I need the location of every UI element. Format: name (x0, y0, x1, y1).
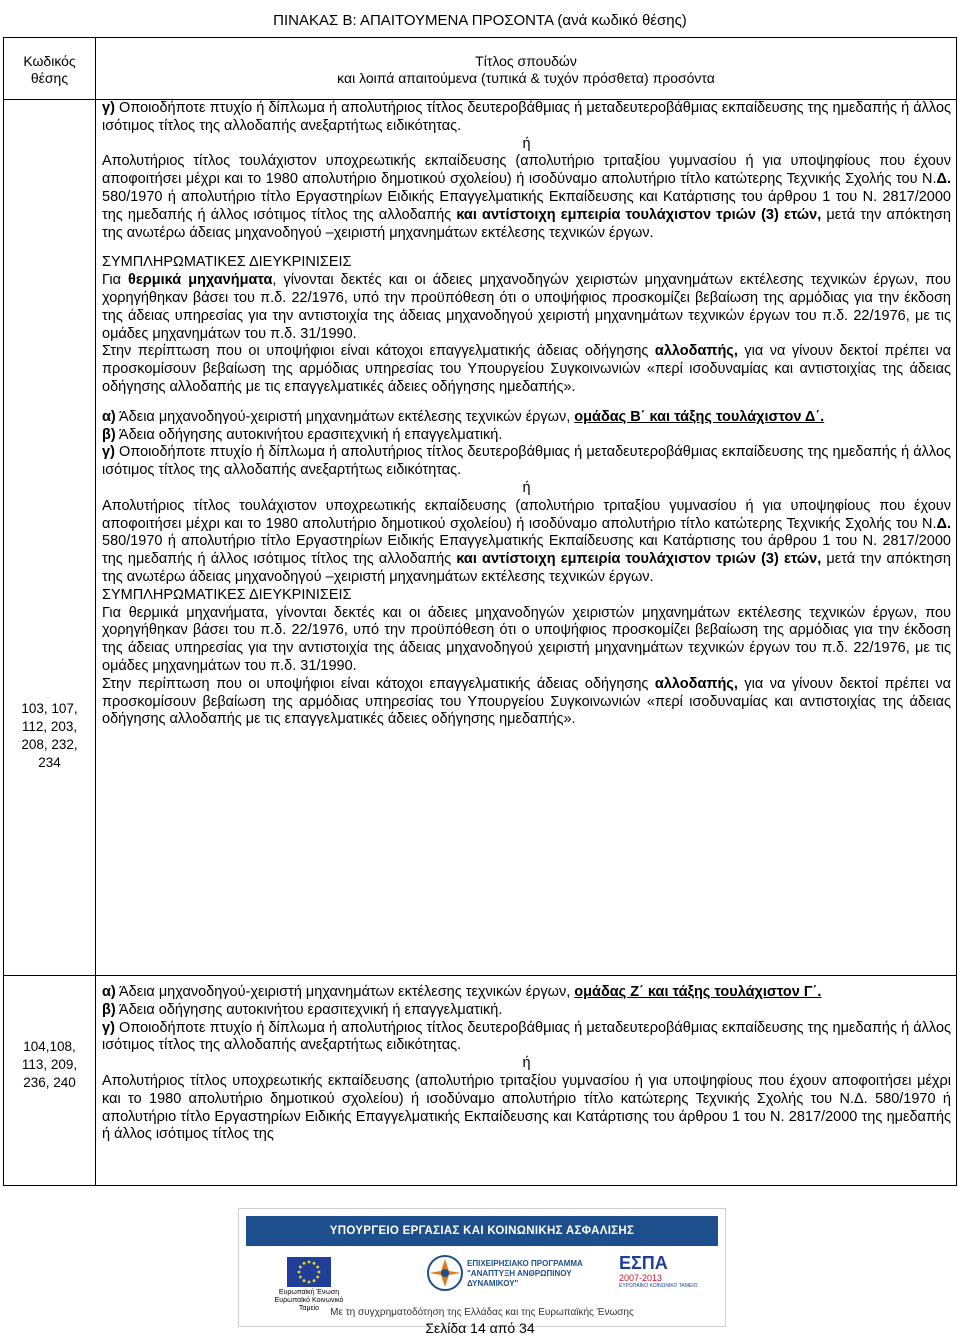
requirements-cell (96, 976, 957, 1186)
supplementary-heading: ΣΥΜΠΛΗΡΩΜΑΤΙΚΕΣ ΔΙΕΥΚΡΙΝΙΣΕΙΣ (102, 254, 352, 271)
or-separator: ή (522, 1055, 531, 1072)
program-title: ΕΠΙΧΕΙΡΗΣΙΑΚΟ ΠΡΟΓΡΑΜΜΑ "ΑΝΑΠΤΥΞΗ ΑΝΘΡΩΠΙΝΟΥ ΔΥΝΑΜΙΚΟΥ" (467, 1259, 583, 1288)
supplementary-para: Για θερμικά μηχανήματα, γίνονται δεκτές και οι άδειες μηχανοδηγών χειριστών μηχανημάτων εκτέλεσης τεχνικών έργων, που χορηγήθηκαν βάσει του π.δ. 22/1976, υπό την προϋπόθεση ότι ο υποψήφιος προσκομίζει βεβαίωση της αρμόδιας για την έκδοση της άδειας υπηρεσίας για την αντιστοιχία της άδειας μηχανοδηγού χειριστή μηχανημάτων τεχνικών έργων του π.δ. 22/1976, με τις ομάδες μηχανημάτων του π.δ. 31/1990. (102, 272, 951, 342)
supplementary-para: Για θερμικά μηχανήματα, γίνονται δεκτές και οι άδειες μηχανοδηγών χειριστών μηχανημάτων εκτέλεσης τεχνικών έργων, που χορηγήθηκαν βάσει του π.δ. 22/1976, υπό την προϋπόθεση ότι ο υποψήφιος προσκομίζει βεβαίωση της αρμόδιας για την έκδοση της άδειας υπηρεσίας για την αντιστοιχία της άδειας μηχανοδηγού χειριστή μηχανημάτων τεχνικών έργων του π.δ. 22/1976, με τις ομάδες μηχανημάτων του π.δ. 31/1990. (102, 604, 951, 674)
supplementary-para: Στην περίπτωση που οι υποψήφιοι είναι κάτοχοι επαγγελματικής άδειας οδήγησης αλλοδαπής, για να γίνουν δεκτοί πρέπει να προσκομίσουν βεβαίωση της αρμόδιας υπηρεσίας του Υπουργείου Συγκοινωνιών «περί ισοδυναμίας και αντιστοιχίας της άδειας οδήγησης αλλοδαπής με τις επαγγελματικές άδειες οδήγησης ημεδαπής». (102, 343, 952, 395)
program-emblem-icon (425, 1253, 465, 1293)
table-row (4, 976, 957, 1186)
requirement-alt: Απολυτήριος τίτλος τουλάχιστον υποχρεωτικής εκπαίδευσης (απολυτήριο τριταξίου γυμνασίου ή για υποψηφίους που έχουν αποφοιτήσει μέχρι και το 1980 απολυτήριο δημοτικού σχολείου) ή ισοδύναμο απολυτήριο τίτλο κατώτερης Τεχνικής Σχολής του Ν.Δ. 580/1970 ή απολυτήριο τίτλο Εργαστηρίων Ειδικής Επαγγελματικής Εκπαίδευσης και Κατάρτισης του άρθρου 1 του Ν. 2817/2000 της ημεδαπής ή άλλος ισότιμος τίτλος της αλλοδαπής και αντίστοιχη εμπειρία τουλάχιστον τριών (3) ετών, μετά την απόκτηση της ανωτέρω άδειας μηχανοδηγού –χειριστή μηχανημάτων εκτέλεσης τεχνικών έργων. (102, 497, 951, 585)
requirement-alt: Απολυτήριος τίτλος υποχρεωτικής εκπαίδευσης (απολυτήριο τριταξίου γυμνασίου ή για υποψηφίους που έχουν αποφοιτήσει μέχρι και το 1980 απολυτήριο δημοτικού σχολείου) ή ισοδύναμο απολυτήριο τίτλο κατώτερης Τεχνικής Σχολής του Ν.Δ. 580/1970 ή απολυτήριο τίτλο Εργαστηρίων Ειδικής Επαγγελματικής Εκπαίδευσης και Κατάρτισης του άρθρου 1 του Ν. 2817/2000 της ημεδαπής ή άλλος ισότιμος τίτλος της (102, 1072, 951, 1143)
requirement-g: γ) Οποιοδήποτε πτυχίο ή δίπλωμα ή απολυτήριος τίτλος δευτεροβάθμιας ή μεταδευτεροβάθμιας εκπαίδευσης της ημεδαπής ή άλλος ισότιμος τίτλος της αλλοδαπής ανεξαρτήτως ειδικότητας. (102, 1019, 951, 1054)
header-title-label-1: Τίτλος σπουδών (475, 53, 577, 69)
code-line: 234 (38, 755, 61, 770)
table-header-row (4, 38, 957, 100)
requirement-a: α) Άδεια μηχανοδηγού-χειριστή μηχανημάτων εκτέλεσης τεχνικών έργων, ομάδας Β΄ και τάξης τουλάχιστον Δ΄. (102, 408, 825, 425)
requirement-b: β) Άδεια οδήγησης αυτοκινήτου ερασιτεχνική ή επαγγελματική. (102, 426, 503, 443)
or-separator: ή (522, 135, 531, 152)
requirement-alt: Απολυτήριος τίτλος τουλάχιστον υποχρεωτικής εκπαίδευσης (απολυτήριο τριταξίου γυμνασίου ή για υποψηφίους που έχουν αποφοιτήσει μέχρι και το 1980 απολυτήριο δημοτικού σχολείου) ή ισοδύναμο απολυτήριο τίτλο κατώτερης Τεχνικής Σχολής του Ν.Δ. 580/1970 ή απολυτήριο τίτλο Εργαστηρίων Ειδικής Επαγγελματικής Εκπαίδευσης και Κατάρτισης του άρθρου 1 του Ν. 2817/2000 της ημεδαπής ή άλλος ισότιμος τίτλος της αλλοδαπής και αντίστοιχη εμπειρία τουλάχιστον τριών (3) ετών, μετά την απόκτηση της ανωτέρω άδειας μηχανοδηγού –χειριστή μηχανημάτων εκτέλεσης τεχνικών έργων. (102, 153, 951, 241)
code-line: 113, 209, (21, 1057, 78, 1072)
header-title-label-2: και λοιπά απαιτούμενα (τυπικά & τυχόν πρόσθετα) προσόντα (337, 70, 715, 86)
ministry-banner: ΥΠΟΥΡΓΕΙΟ ΕΡΓΑΣΙΑΣ ΚΑΙ ΚΟΙΝΩΝΙΚΗΣ ΑΣΦΑΛΙΣΗΣ (246, 1216, 718, 1246)
code-cell (4, 976, 96, 1186)
header-code-cell (4, 38, 96, 100)
header-code-label-2: θέσης (30, 70, 69, 86)
code-line: 104,108, (23, 1039, 76, 1054)
code-cell (4, 100, 96, 976)
or-separator: ή (522, 479, 531, 496)
funding-banner (238, 1208, 726, 1327)
code-line: 208, 232, (21, 737, 78, 752)
espa-logo: ΕΣΠΑ 2007-2013 ΕΥΡΩΠΑΪΚΟ ΚΟΙΝΩΝΙΚΟ ΤΑΜΕΙΟ (619, 1253, 698, 1289)
table-row (4, 100, 957, 976)
document-title: ΠΙΝΑΚΑΣ Β: ΑΠΑΙΤΟΥΜΕΝΑ ΠΡΟΣΟΝΤΑ (ανά κωδικό θέσης) (273, 12, 687, 29)
header-code-label-1: Κωδικός (23, 53, 76, 69)
requirements-cell (96, 100, 957, 976)
code-line: 236, 240 (23, 1075, 76, 1090)
requirement-b: β) Άδεια οδήγησης αυτοκινήτου ερασιτεχνική ή επαγγελματική. (102, 1001, 503, 1018)
requirement-g: γ) Οποιοδήποτε πτυχίο ή δίπλωμα ή απολυτήριος τίτλος δευτεροβάθμιας ή μεταδευτεροβάθμιας εκπαίδευσης της ημεδαπής ή άλλος ισότιμος τίτλος της αλλοδαπής ανεξαρτήτως ειδικότητας. (102, 444, 951, 479)
page-number: Σελίδα 14 από 34 (425, 1320, 535, 1336)
requirement-a: α) Άδεια μηχανοδηγού-χειριστή μηχανημάτων εκτέλεσης τεχνικών έργων, ομάδας Ζ΄ και τάξης τουλάχιστον Γ΄. (102, 984, 822, 1000)
eu-caption: Ευρωπαϊκή Ένωση Ευρωπαϊκό Κοινωνικό Ταμείο (274, 1289, 344, 1312)
header-title-cell (96, 38, 957, 100)
qualifications-table (3, 37, 957, 1186)
cofunding-note: Με τη συγχρηματοδότηση της Ελλάδας και της Ευρωπαϊκής Ένωσης (330, 1307, 634, 1318)
code-line: 103, 107, (21, 701, 78, 716)
eu-flag-logo (287, 1257, 331, 1287)
supplementary-para: Στην περίπτωση που οι υποψήφιοι είναι κάτοχοι επαγγελματικής άδειας οδήγησης αλλοδαπής, για να γίνουν δεκτοί πρέπει να προσκομίσουν βεβαίωση της αρμόδιας υπηρεσίας του Υπουργείου Συγκοινωνιών «περί ισοδυναμίας και αντιστοιχίας της άδειας οδήγησης αλλοδαπής με τις επαγγελματικές άδειες οδήγησης ημεδαπής». (102, 675, 952, 728)
code-line: 112, 203, (21, 719, 78, 734)
requirement-g: γ) Οποιοδήποτε πτυχίο ή δίπλωμα ή απολυτήριος τίτλος δευτεροβάθμιας ή μεταδευτεροβάθμιας εκπαίδευσης της ημεδαπής ή άλλος ισότιμος τίτλος της αλλοδαπής ανεξαρτήτως ειδικότητας. (102, 100, 951, 134)
supplementary-heading: ΣΥΜΠΛΗΡΩΜΑΤΙΚΕΣ ΔΙΕΥΚΡΙΝΙΣΕΙΣ (102, 586, 352, 603)
